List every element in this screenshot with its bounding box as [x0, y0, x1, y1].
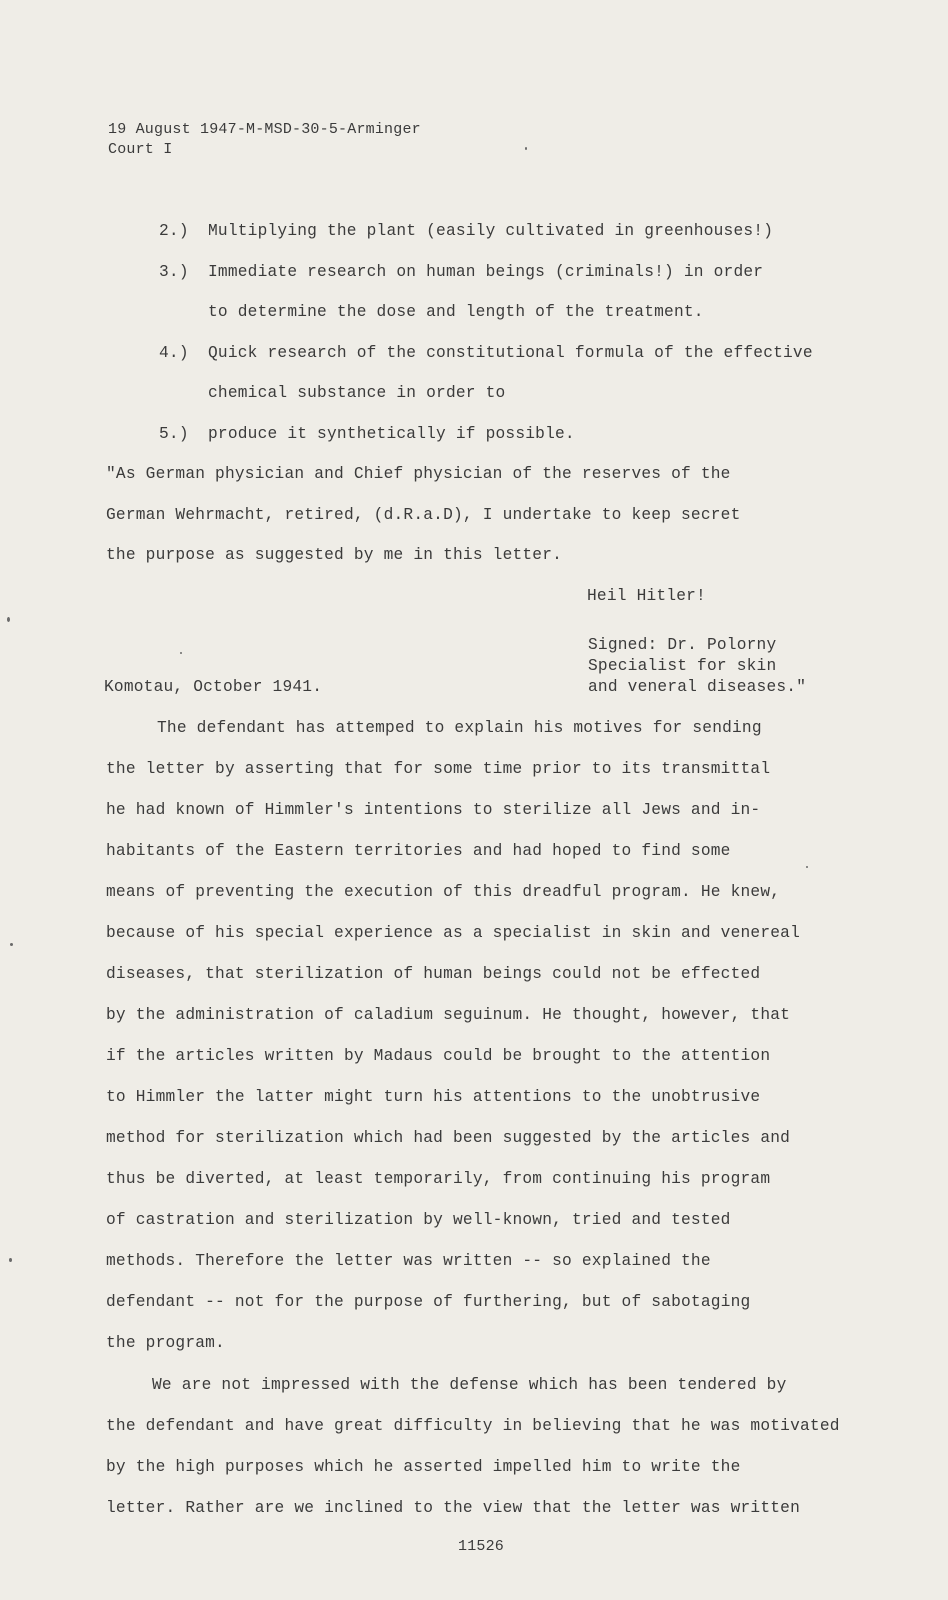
- paragraph-line: by the high purposes which he asserted impelled him to write the: [106, 1458, 741, 1476]
- paragraph-line: defendant -- not for the purpose of furthering, but of sabotaging: [106, 1293, 751, 1311]
- paragraph-line: method for sterilization which had been suggested by the articles and: [106, 1129, 791, 1147]
- page-number: 11526: [458, 1538, 505, 1555]
- paragraph-line: because of his special experience as a specialist in skin and venereal: [106, 924, 800, 942]
- paragraph-line: of castration and sterilization by well-known, tried and tested: [106, 1211, 731, 1229]
- paragraph-line: the program.: [106, 1334, 225, 1352]
- list-item-number: 3.): [159, 263, 189, 281]
- header-line-2: Court I: [108, 141, 173, 158]
- list-item-number: 5.): [159, 425, 189, 443]
- oath-line: German Wehrmacht, retired, (d.R.a.D), I undertake to keep secret: [106, 506, 741, 524]
- paragraph-line: thus be diverted, at least temporarily, from continuing his program: [106, 1170, 771, 1188]
- list-item-text: produce it synthetically if possible.: [208, 425, 575, 443]
- paragraph-line: diseases, that sterilization of human beings could not be effected: [106, 965, 761, 983]
- signature-line: Signed: Dr. Polorny: [588, 636, 777, 654]
- paragraph-line: the defendant and have great difficulty in believing that he was motivated: [106, 1417, 840, 1435]
- paper-speck: [7, 617, 10, 622]
- paragraph-line: habitants of the Eastern territories and had hoped to find some: [106, 842, 731, 860]
- list-item-number: 2.): [159, 222, 189, 240]
- list-item-text: chemical substance in order to: [208, 384, 506, 402]
- paper-speck: [180, 652, 182, 654]
- list-item-text: to determine the dose and length of the treatment.: [208, 303, 704, 321]
- paragraph-line: methods. Therefore the letter was written -- so explained the: [106, 1252, 711, 1270]
- paragraph-line: The defendant has attemped to explain his motives for sending: [157, 719, 762, 737]
- oath-line: "As German physician and Chief physician of the reserves of the: [106, 465, 731, 483]
- paper-speck: [525, 147, 527, 150]
- paragraph-line: if the articles written by Madaus could be brought to the attention: [106, 1047, 771, 1065]
- header-line-1: 19 August 1947-M-MSD-30-5-Arminger: [108, 121, 421, 138]
- signature-line: Specialist for skin: [588, 657, 777, 675]
- paper-speck: [10, 943, 13, 946]
- paragraph-line: the letter by asserting that for some time prior to its transmittal: [106, 760, 771, 778]
- place-date: Komotau, October 1941.: [104, 678, 323, 696]
- list-item-text: Multiplying the plant (easily cultivated in greenhouses!): [208, 222, 774, 240]
- paragraph-line: We are not impressed with the defense which has been tendered by: [152, 1376, 787, 1394]
- list-item-number: 4.): [159, 344, 189, 362]
- paper-speck: [806, 866, 808, 868]
- paragraph-line: he had known of Himmler's intentions to sterilize all Jews and in-: [106, 801, 761, 819]
- paragraph-line: by the administration of caladium seguinum. He thought, however, that: [106, 1006, 791, 1024]
- paragraph-line: means of preventing the execution of this dreadful program. He knew,: [106, 883, 781, 901]
- paper-speck: [9, 1258, 12, 1262]
- list-item-text: Quick research of the constitutional formula of the effective: [208, 344, 813, 362]
- oath-line: the purpose as suggested by me in this letter.: [106, 546, 563, 564]
- closing-salutation: Heil Hitler!: [587, 587, 706, 605]
- signature-line: and veneral diseases.": [588, 678, 807, 696]
- list-item-text: Immediate research on human beings (criminals!) in order: [208, 263, 764, 281]
- paragraph-line: to Himmler the latter might turn his attentions to the unobtrusive: [106, 1088, 761, 1106]
- paragraph-line: letter. Rather are we inclined to the view that the letter was written: [106, 1499, 800, 1517]
